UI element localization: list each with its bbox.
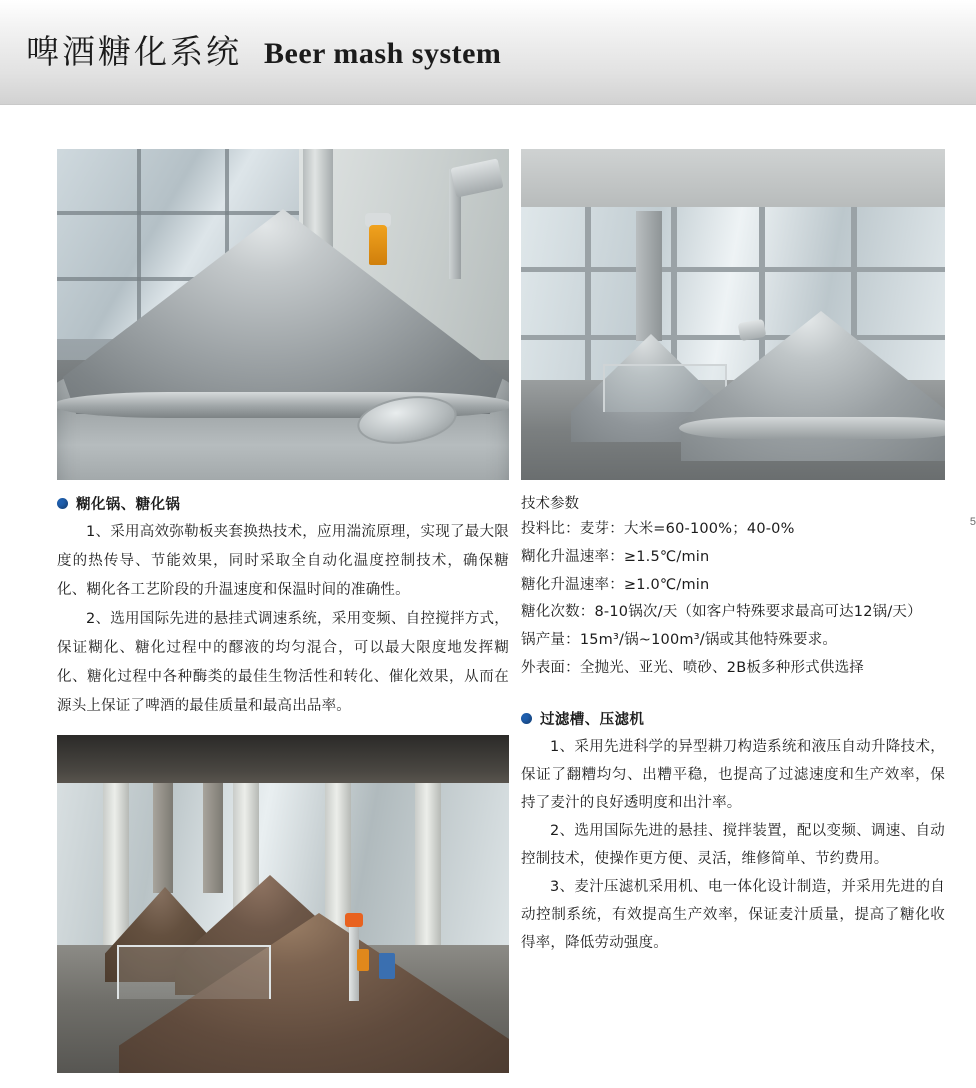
- spec-label: 糖化次数：: [521, 604, 595, 620]
- spec-label: 外表面：: [521, 660, 580, 676]
- control-box-orange: [357, 949, 369, 971]
- tech-spec-block: [521, 492, 945, 682]
- spec-value: 8-10锅次/天（如客户特殊要求最高可达12锅/天）: [594, 604, 922, 620]
- spec-value: 15m³/锅~100m³/锅或其他特殊要求。: [579, 632, 838, 648]
- ceiling: [57, 735, 509, 787]
- spec-item: [521, 599, 945, 626]
- two-mash-tuns-photo: [521, 149, 945, 480]
- filter-paragraph-2: 2、选用国际先进的悬挂、搅拌装置，配以变频、调速、自动控制技术，使操作更方便、灵活，维修简单、节约费用。: [521, 823, 945, 867]
- bullet-dot-icon: [521, 713, 532, 724]
- chimney: [203, 783, 223, 893]
- section-title-filter: 过滤槽、压滤机: [540, 712, 645, 728]
- spec-value: 全抛光、亚光、喷砂、2B板多种形式供选择: [579, 660, 864, 676]
- warning-lamp: [369, 225, 387, 265]
- spec-item: [521, 626, 945, 654]
- bullet-dot-icon: [57, 498, 68, 509]
- right-column: [521, 149, 945, 957]
- signal-lamp: [345, 913, 363, 927]
- spec-value: ≥1.0℃/min: [623, 577, 710, 593]
- filter-paragraph-1: 1、采用先进科学的异型耕刀构造系统和液压自动升降技术，保证了翻糟均匀、出糟平稳，也提高了过滤速度和生产效率，保持了麦汁的良好透明度和出汁率。: [521, 739, 945, 811]
- tech-spec-list: [521, 515, 945, 682]
- section-head-filter: [521, 708, 945, 729]
- spec-item: [521, 571, 945, 599]
- spec-label: 糖化升温速率：: [521, 577, 624, 593]
- tech-spec-title: 技术参数: [521, 496, 579, 512]
- spec-value: 麦芽：大米=60-100%；40-0%: [579, 521, 795, 537]
- spec-label: 投料比：: [521, 521, 580, 537]
- mash-paragraph-1: 1、采用高效弥勒板夹套换热技术，应用湍流原理，实现了最大限度的热传导、节能效果，同时采取全自动化温度控制技术，确保糖化、糊化各工艺阶段的升温速度和保温时间的准确性。: [57, 524, 509, 598]
- chimney: [636, 211, 662, 341]
- mash-tun-closeup-photo: [57, 149, 509, 480]
- window-bar: [137, 149, 141, 339]
- section-title-mash: 糊化锅、糖化锅: [76, 497, 181, 513]
- filter-paragraph-3: 3、麦汁压滤机采用机、电一体化设计制造，并采用先进的自动控制系统，有效提高生产效率，保证麦汁质量，提高了糖化收得率，降低劳动强度。: [521, 879, 945, 951]
- spec-value: ≥1.5℃/min: [623, 549, 710, 565]
- control-box-blue: [379, 953, 395, 979]
- section-head-mash: [57, 493, 509, 514]
- header-title-group: [26, 26, 501, 73]
- window-mullion: [521, 335, 945, 340]
- mash-paragraph-2: 2、选用国际先进的悬挂式调速系统，采用变频、自控搅拌方式，保证糊化、糖化过程中的醪液的均匀混合，可以最大限度地发挥糊化、糖化过程中各种酶类的最佳生物活性和转化、催化效果，从而在源头上保证了啤酒的最佳质量和最高出品率。: [57, 611, 509, 714]
- spec-item: [521, 515, 945, 543]
- spec-label: 糊化升温速率：: [521, 549, 624, 565]
- filter-body: [521, 733, 945, 957]
- page-title-en: Beer mash system: [264, 37, 502, 70]
- window-mullion: [521, 267, 945, 272]
- page-header: [0, 0, 976, 105]
- spec-item: [521, 543, 945, 571]
- tank-ring: [679, 417, 945, 439]
- page-title-cn: 啤酒糖化系统: [26, 32, 242, 71]
- brewhouse-hall-photo: [57, 735, 509, 1073]
- chimney: [153, 783, 173, 893]
- left-column: [57, 149, 509, 1073]
- spec-item: [521, 654, 945, 682]
- window-bar: [57, 211, 307, 215]
- page-edge-mark: 5: [969, 516, 976, 528]
- spec-label: 锅产量：: [521, 632, 580, 648]
- platform-railing: [117, 945, 271, 999]
